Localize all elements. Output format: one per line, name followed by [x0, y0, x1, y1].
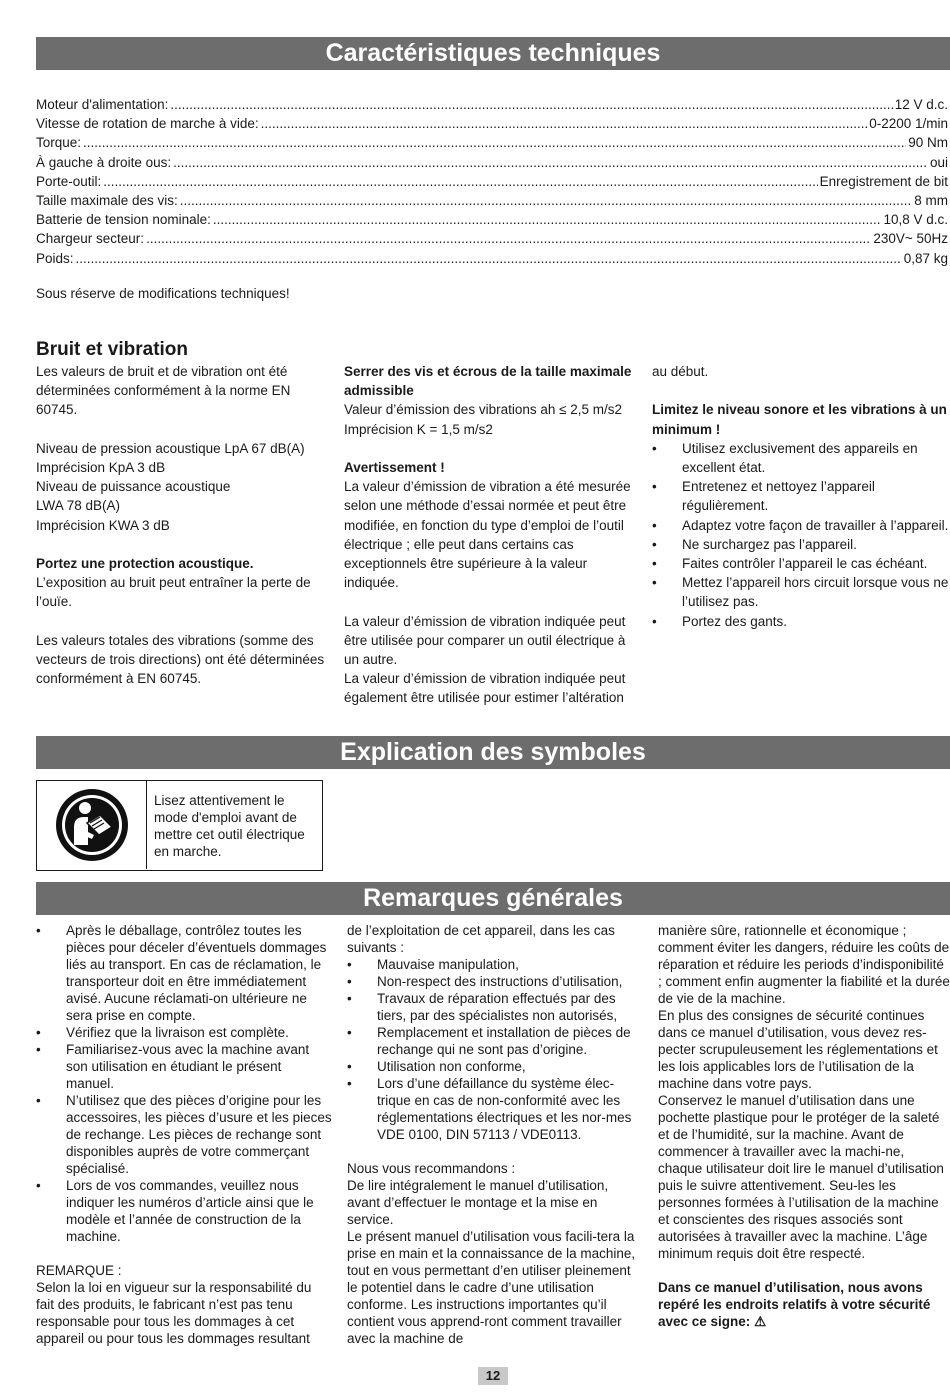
leader-dots [83, 133, 906, 152]
estimate-text: La valeur d’émission de vibration indiquée peut également être utilisée pour estimer l’altération [344, 671, 626, 706]
list-item: • Familiarisez-vous avec la machine avant son utilisation en étudiant le présent manuel. [36, 1041, 332, 1092]
vibration-emission: Valeur d’émission des vibrations ah ≤ 2,5 m/s2 [344, 402, 623, 418]
leader-dots [180, 191, 912, 210]
spec-label: Vitesse de rotation de marche à vide: [36, 116, 259, 132]
read-manual-icon [37, 781, 147, 869]
spec-row [36, 210, 948, 229]
safety-marker-label: Dans ce manuel d’utilisation, nous avons repéré les endroits relatifs à votre sécurité avec ce signe: [658, 1280, 931, 1329]
spec-value: 230V~ 50Hz [873, 231, 948, 247]
leader-dots [103, 172, 817, 191]
spec-label: Chargeur secteur: [36, 231, 145, 247]
noise-column-3 [652, 362, 950, 631]
spec-row [36, 249, 948, 268]
spec-label: Torque: [36, 135, 82, 151]
spec-value: 12 V d.c. [894, 97, 948, 112]
noise-intro: Les valeurs de bruit et de vibration ont été déterminées conformément à la norme EN 60745. [36, 364, 291, 418]
spec-row [36, 153, 948, 172]
specs-note: Sous réserve de modifications techniques! [36, 286, 290, 301]
noise-column-1 [36, 362, 334, 688]
limit-heading: Limitez le niveau sonore et les vibrations à un [652, 402, 947, 418]
recommend-text-1: De lire intégralement le manuel d’utilisation, avant d’effectuer le montage et la mise en service. [347, 1178, 609, 1227]
ear-protection-text: L’exposition au bruit peut entraîner la perte de l’ouïe. [36, 575, 311, 610]
noise-lwa: LWA 78 dB(A) [36, 498, 121, 514]
list-item: • Utilisation non conforme, [347, 1058, 643, 1075]
noise-power-label: Niveau de puissance acoustique [36, 479, 231, 495]
noise-kpa: Imprécision KpA 3 dB [36, 460, 166, 475]
screw-heading: Serrer des vis et écrous de la taille maximale admissible [344, 364, 632, 399]
noise-kwa: Imprécision KWA 3 dB [36, 517, 170, 533]
spec-row [36, 114, 948, 133]
vibration-uncertainty: Imprécision K = 1,5 m/s2 [344, 421, 493, 437]
general-para-1: manière sûre, rationnelle et économique ; comment éviter les dangers, réduire les coûts de réparation et réduire les periods d’indisponibilité ; comment enfin augmenter la fiabilité et la durée de vie de la machine. [658, 923, 950, 1006]
list-item: • Mauvaise manipulation, [347, 956, 643, 973]
symbol-description: Lisez attentivement le mode d'emploi avant de mettre cet outil électrique en marche. [154, 793, 305, 859]
spec-row [36, 229, 948, 248]
recommend-label: Nous vous recommandons : [347, 1161, 516, 1176]
list-item: • Utilisez exclusivement des appareils en excellent état. [652, 439, 950, 477]
safety-marker-text [658, 1279, 950, 1330]
spec-label: Poids: [36, 250, 74, 266]
vibration-total-text: Les valeurs totales des vibrations (somme des vecteurs de trois directions) ont été déterminées conformément à EN 60745. [36, 632, 325, 687]
general-checklist [36, 922, 332, 1245]
spec-label: Porte-outil: [36, 173, 102, 189]
noise-heading: Bruit et vibration [36, 339, 189, 360]
leader-dots [173, 153, 928, 172]
general-column-2 [347, 922, 643, 1347]
spec-row [36, 133, 948, 152]
noise-lpa: Niveau de pression acoustique LpA 67 dB(A) [36, 440, 305, 456]
spec-label: Moteur d'alimentation: [36, 97, 169, 112]
spec-label: À gauche à droite ous: [36, 154, 172, 170]
page-number: 12 [478, 1367, 508, 1385]
compare-text: La valeur d’émission de vibration indiquée peut être utilisée pour comparer un outil électrique à un autre. [344, 613, 626, 668]
ear-protection-heading: Portez une protection acoustique. [36, 556, 254, 571]
list-item: • Non-respect des instructions d’utilisation, [347, 973, 643, 990]
warning-triangle-icon: ⚠ [754, 1314, 767, 1329]
spec-label: Batterie de tension nominale: [36, 212, 211, 228]
list-item: • Après le déballage, contrôlez toutes les pièces pour déceler d’éventuels dommages liés au transport. En cas de réclamation, le transporteur doit en être immédiatement avisé. Aucune réclamati-on ultérieure ne sera prise en compte. [36, 922, 332, 1024]
spec-value: 90 Nm [908, 135, 948, 151]
list-item: • Portez des gants. [652, 612, 950, 631]
spec-value: 0,87 kg [903, 250, 948, 266]
leader-dots [261, 114, 868, 133]
spec-value: 8 mm [914, 192, 948, 208]
list-item: • Remplacement et installation de pièces de rechange qui ne sont pas d’origine. [347, 1024, 643, 1058]
leader-dots [146, 229, 871, 248]
specs-list [36, 95, 948, 268]
liability-cases-list [347, 956, 643, 1143]
list-item: • Travaux de réparation effectués par des tiers, par des spécialistes non autorisés, [347, 990, 643, 1024]
warning-text: La valeur d’émission de vibration a été mesurée selon une méthode d’essai normée et peut être modifiée, en fonction du type d’emploi de l’outil électrique ; elle peut dans certains cas exceptionnels être supérieure à la valeur indiquée. [344, 479, 631, 591]
section-title-general: Remarques générales [36, 882, 950, 915]
list-item: • Mettez l’appareil hors circuit lorsque vous ne l’utilisez pas. [652, 573, 950, 611]
spec-value: Enregistrement de bit [819, 173, 948, 189]
general-para-2: En plus des consignes de sécurité continues dans ce manuel d’utilisation, vous devez res-pecter scrupuleusement les réglementations et les lois applicables lors de l’utilisation de la machine dans votre pays. [658, 1008, 938, 1091]
general-column-1 [36, 922, 332, 1347]
section-title-specs: Caractéristiques techniques [36, 37, 950, 70]
spec-value: 10,8 V d.c. [883, 212, 948, 228]
spec-value: 0-2200 1/min [869, 116, 948, 132]
list-item: • Adaptez votre façon de travailler à l’appareil. [652, 516, 950, 535]
section-title-symbols: Explication des symboles [36, 736, 950, 769]
spec-value: oui [929, 154, 948, 170]
liability-continued: de l’exploitation de cet appareil, dans les cas suivants : [347, 923, 615, 955]
list-item: • Vérifiez que la livraison est complète. [36, 1024, 332, 1041]
remark-label: REMARQUE : [36, 1263, 122, 1278]
symbol-box [36, 780, 323, 871]
list-item: • N’utilisez que des pièces d’origine pour les accessoires, les pièces d’usure et les pieces de rechange. Les pièces de rechange sont disponibles auprès de votre commerçant spécialisé. [36, 1092, 332, 1177]
list-item: • Lors d’une défaillance du système élec-trique en cas de non-conformité avec les réglementations électriques et les nor-mes VDE 0100, DIN 57113 / VDE0113. [347, 1075, 643, 1143]
leader-dots [213, 210, 882, 229]
warning-heading: Avertissement ! [344, 460, 445, 475]
spec-label: Taille maximale des vis: [36, 192, 178, 208]
general-para-3: Conservez le manuel d’utilisation dans une pochette plastique pour le protéger de la saleté et de l’humidité, sur la machine. Avant de commencer à travailler avec la machi-ne, chaque utilisateur doit lire le manuel d’utilisation puis le suivre attentivement. Seu-les les personnes formées à l’utilisation de la machine et conscientes des risques associés sont autorisées à travailler avec la machine. L’âge minimum requis doit être respecté. [658, 1093, 944, 1261]
list-item: • Entretenez et nettoyez l’appareil régulièrement. [652, 477, 950, 515]
limit-list [652, 439, 950, 631]
leader-dots [76, 249, 902, 268]
list-item: • Faites contrôler l’appareil le cas échéant. [652, 554, 950, 573]
remark-text: Selon la loi en vigueur sur la responsabilité du fait des produits, le fabricant n’est pas tenu responsable pour tous les dommages à cet appareil ou pour tous les dommages resultant [36, 1280, 312, 1346]
noise-column-2 [344, 362, 644, 708]
limit-heading-2: minimum ! [652, 421, 721, 437]
general-column-3 [658, 922, 950, 1330]
spec-row [36, 191, 948, 210]
list-item: • Lors de vos commandes, veuillez nous indiquer les numéros d’article ainsi que le modèle et l’année de construction de la machine. [36, 1177, 332, 1245]
spec-row [36, 95, 948, 114]
col3-intro: au début. [652, 364, 709, 379]
spec-row [36, 172, 948, 191]
list-item: • Ne surchargez pas l’appareil. [652, 535, 950, 554]
leader-dots [170, 95, 892, 114]
recommend-text-2: Le présent manuel d’utilisation vous facili-tera la prise en main et la connaissance de la machine, tout en vous permettant d’en utiliser pleinement le potentiel dans le cadre d’une utilisation conforme. Les instructions importantes qu’il contient vous apprend-ront comment travailler avec la machine de [347, 1229, 636, 1346]
